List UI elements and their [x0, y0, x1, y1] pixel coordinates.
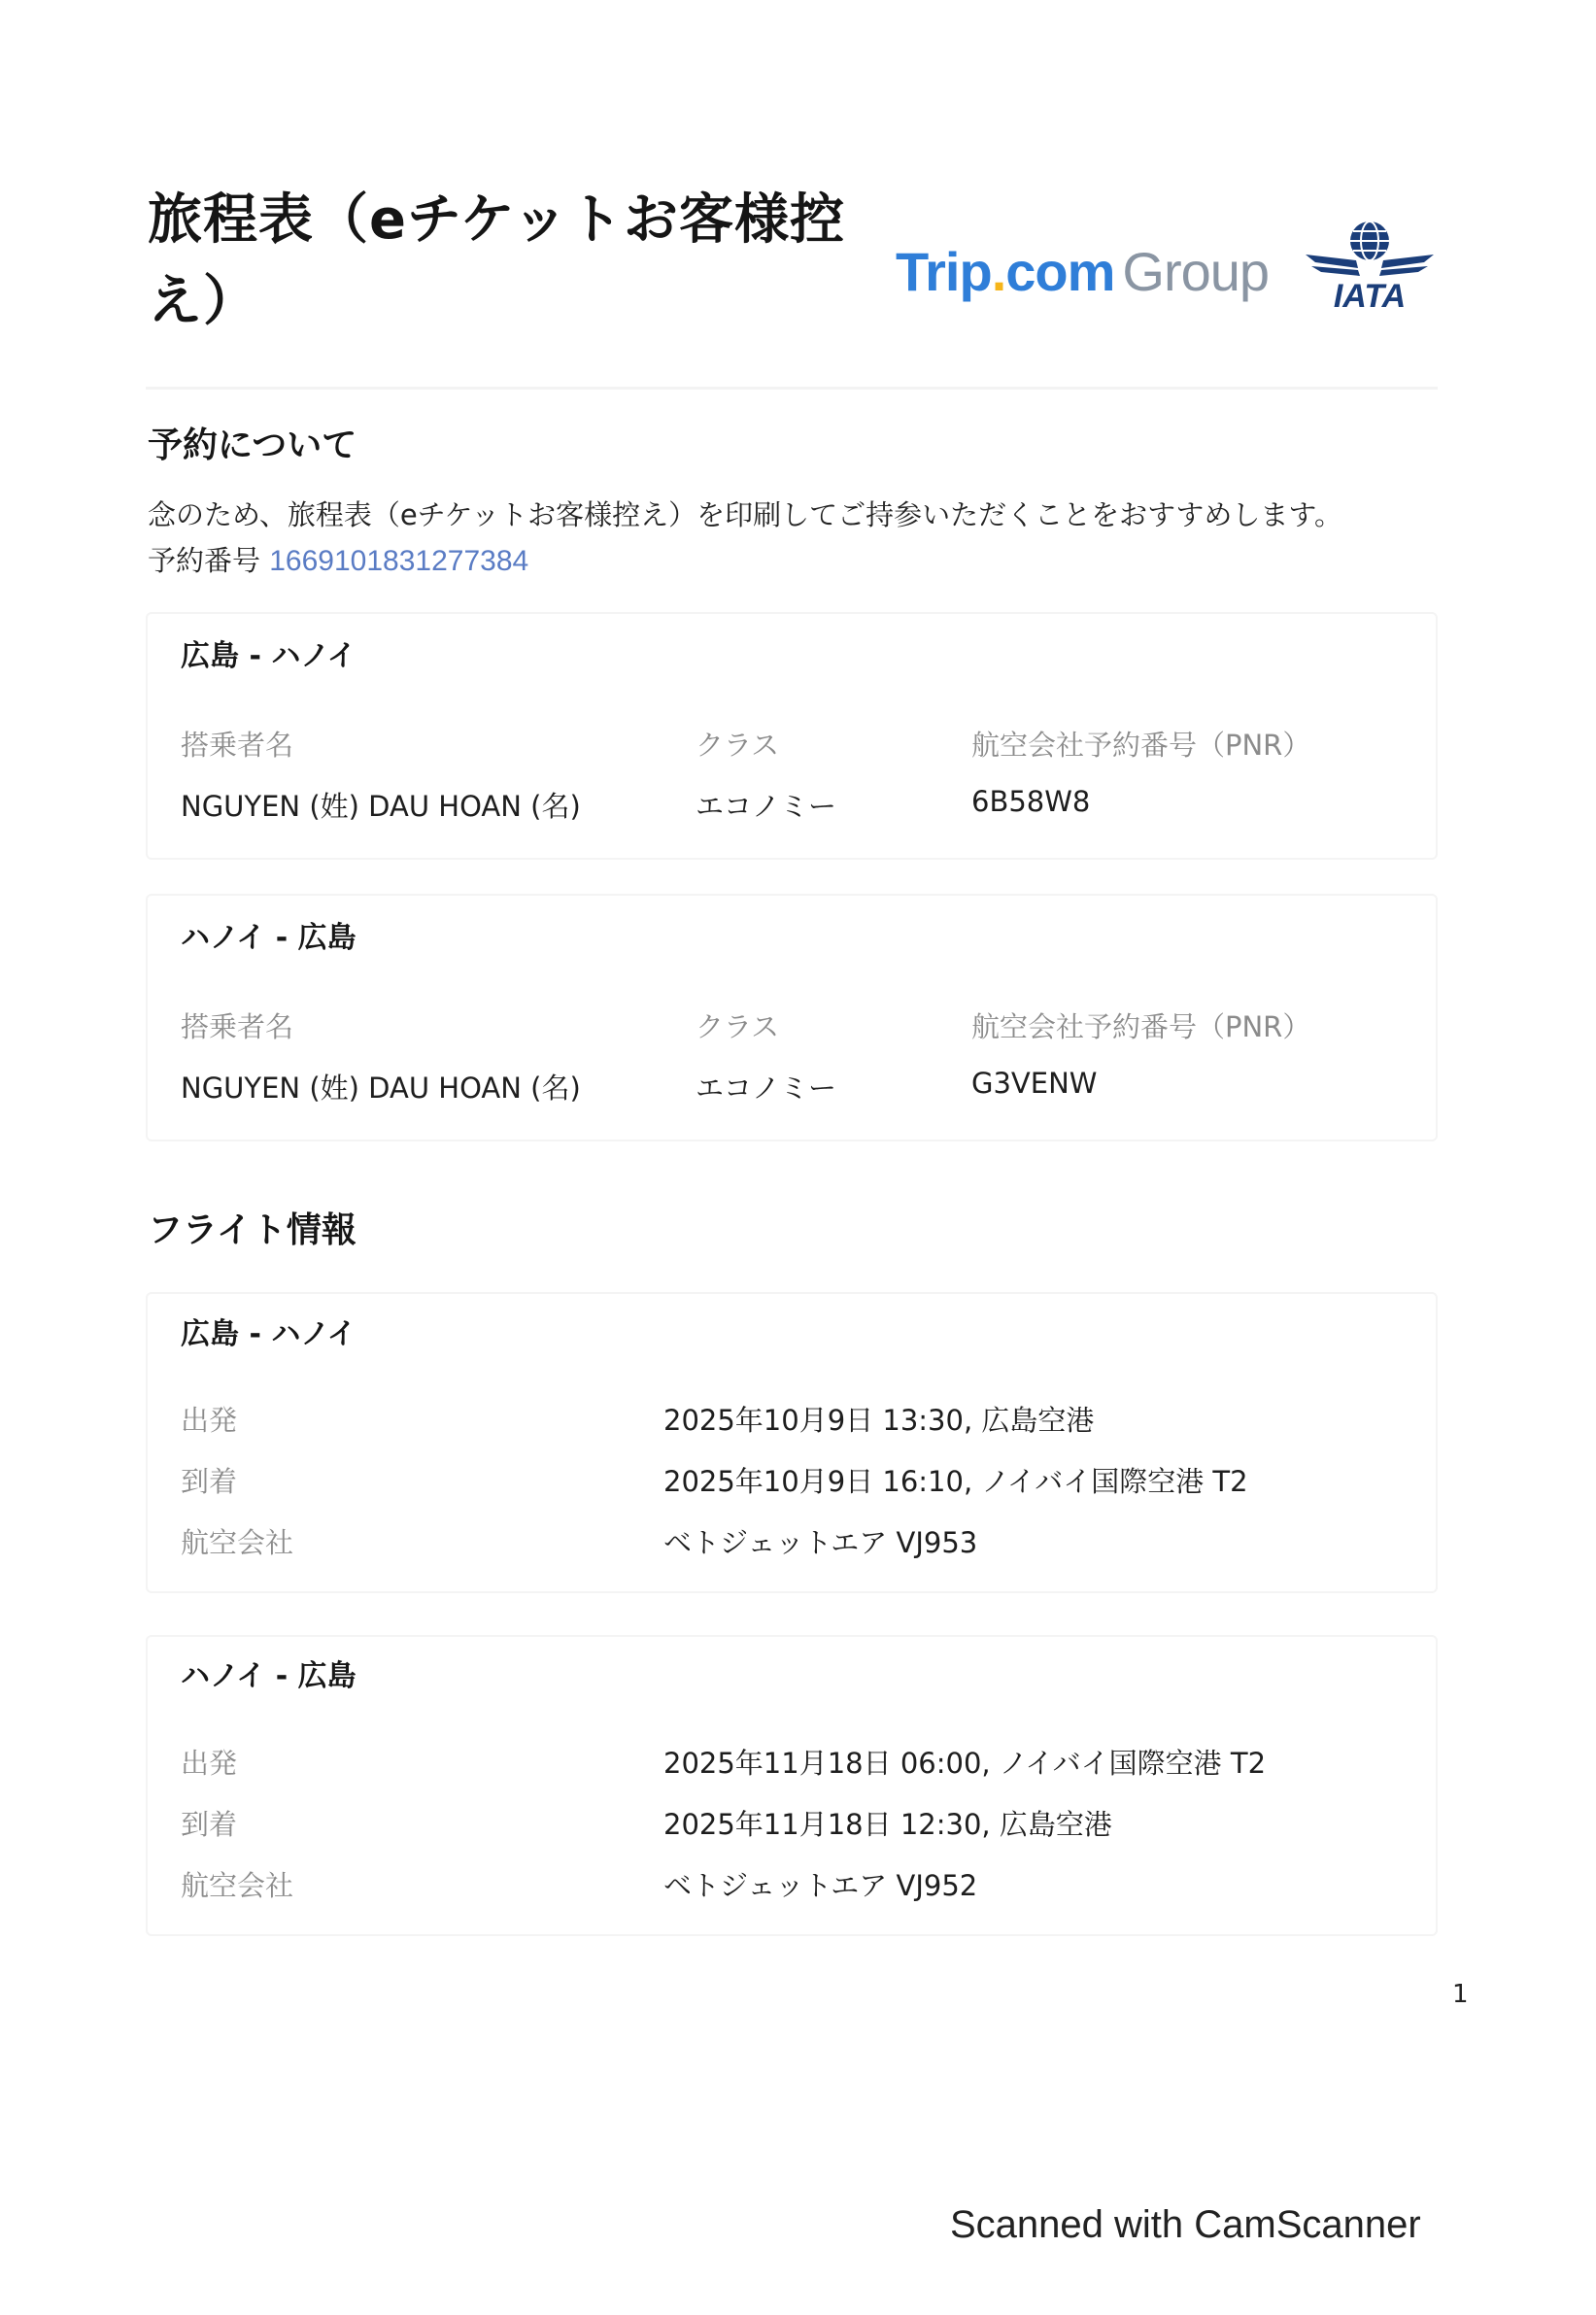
class-value: エコノミー [696, 790, 837, 823]
iata-logo-icon [1302, 216, 1438, 313]
passenger-label: 搭乗者名 [181, 729, 294, 762]
header-divider [146, 387, 1438, 390]
print-notice: 念のため、旅程表（eチケットお客様控え）を印刷してご持参いただくことをおすすめします。 [148, 498, 1343, 531]
airline-value: ベトジェットエア VJ953 [663, 1526, 978, 1559]
departure-label: 出発 [181, 1747, 238, 1780]
passenger-label: 搭乗者名 [181, 1010, 294, 1043]
reservation-route: 広島 - ハノイ [181, 639, 357, 673]
class-label: クラス [696, 729, 780, 762]
page-number: 1 [1452, 1980, 1469, 2009]
booking-number-label: 予約番号 [148, 544, 261, 577]
booking-number-line [148, 539, 528, 579]
flight-route: ハノイ - 広島 [181, 1659, 357, 1693]
arrival-label: 到着 [181, 1465, 238, 1498]
arrival-value: 2025年10月9日 16:10, ノイバイ国際空港 T2 [663, 1465, 1248, 1498]
pnr-value: 6B58W8 [971, 785, 1091, 818]
scanner-watermark: Scanned with CamScanner [950, 2203, 1421, 2246]
booking-number-link[interactable]: 1669101831277384 [269, 545, 529, 577]
logo-trip-com: com [1005, 241, 1115, 302]
reservation-heading: 予約について [148, 426, 357, 465]
logo-trip-group: Group [1122, 241, 1270, 302]
class-value: エコノミー [696, 1072, 837, 1105]
page-title: 旅程表（eチケットお客様控え） [148, 188, 845, 333]
class-label: クラス [696, 1010, 780, 1043]
passenger-name: NGUYEN (姓) DAU HOAN (名) [181, 790, 581, 823]
airline-value: ベトジェットエア VJ952 [663, 1869, 978, 1902]
trip-com-group-logo [896, 243, 1269, 301]
logo-trip-dot: . [991, 241, 1006, 302]
pnr-value: G3VENW [971, 1067, 1098, 1100]
departure-value: 2025年11月18日 06:00, ノイバイ国際空港 T2 [663, 1747, 1267, 1780]
departure-value: 2025年10月9日 13:30, 広島空港 [663, 1404, 1095, 1437]
airline-label: 航空会社 [181, 1869, 294, 1902]
flight-info-heading: フライト情報 [148, 1210, 357, 1250]
arrival-label: 到着 [181, 1808, 238, 1841]
airline-label: 航空会社 [181, 1526, 294, 1559]
pnr-label: 航空会社予約番号（PNR） [971, 729, 1311, 762]
arrival-value: 2025年11月18日 12:30, 広島空港 [663, 1808, 1112, 1841]
pnr-label: 航空会社予約番号（PNR） [971, 1010, 1311, 1043]
iata-logo-text: IATA [1333, 278, 1407, 313]
flight-route: 広島 - ハノイ [181, 1317, 357, 1351]
logo-trip-text: Trip [896, 241, 992, 302]
reservation-route: ハノイ - 広島 [181, 921, 357, 955]
departure-label: 出発 [181, 1404, 238, 1437]
passenger-name: NGUYEN (姓) DAU HOAN (名) [181, 1072, 581, 1105]
